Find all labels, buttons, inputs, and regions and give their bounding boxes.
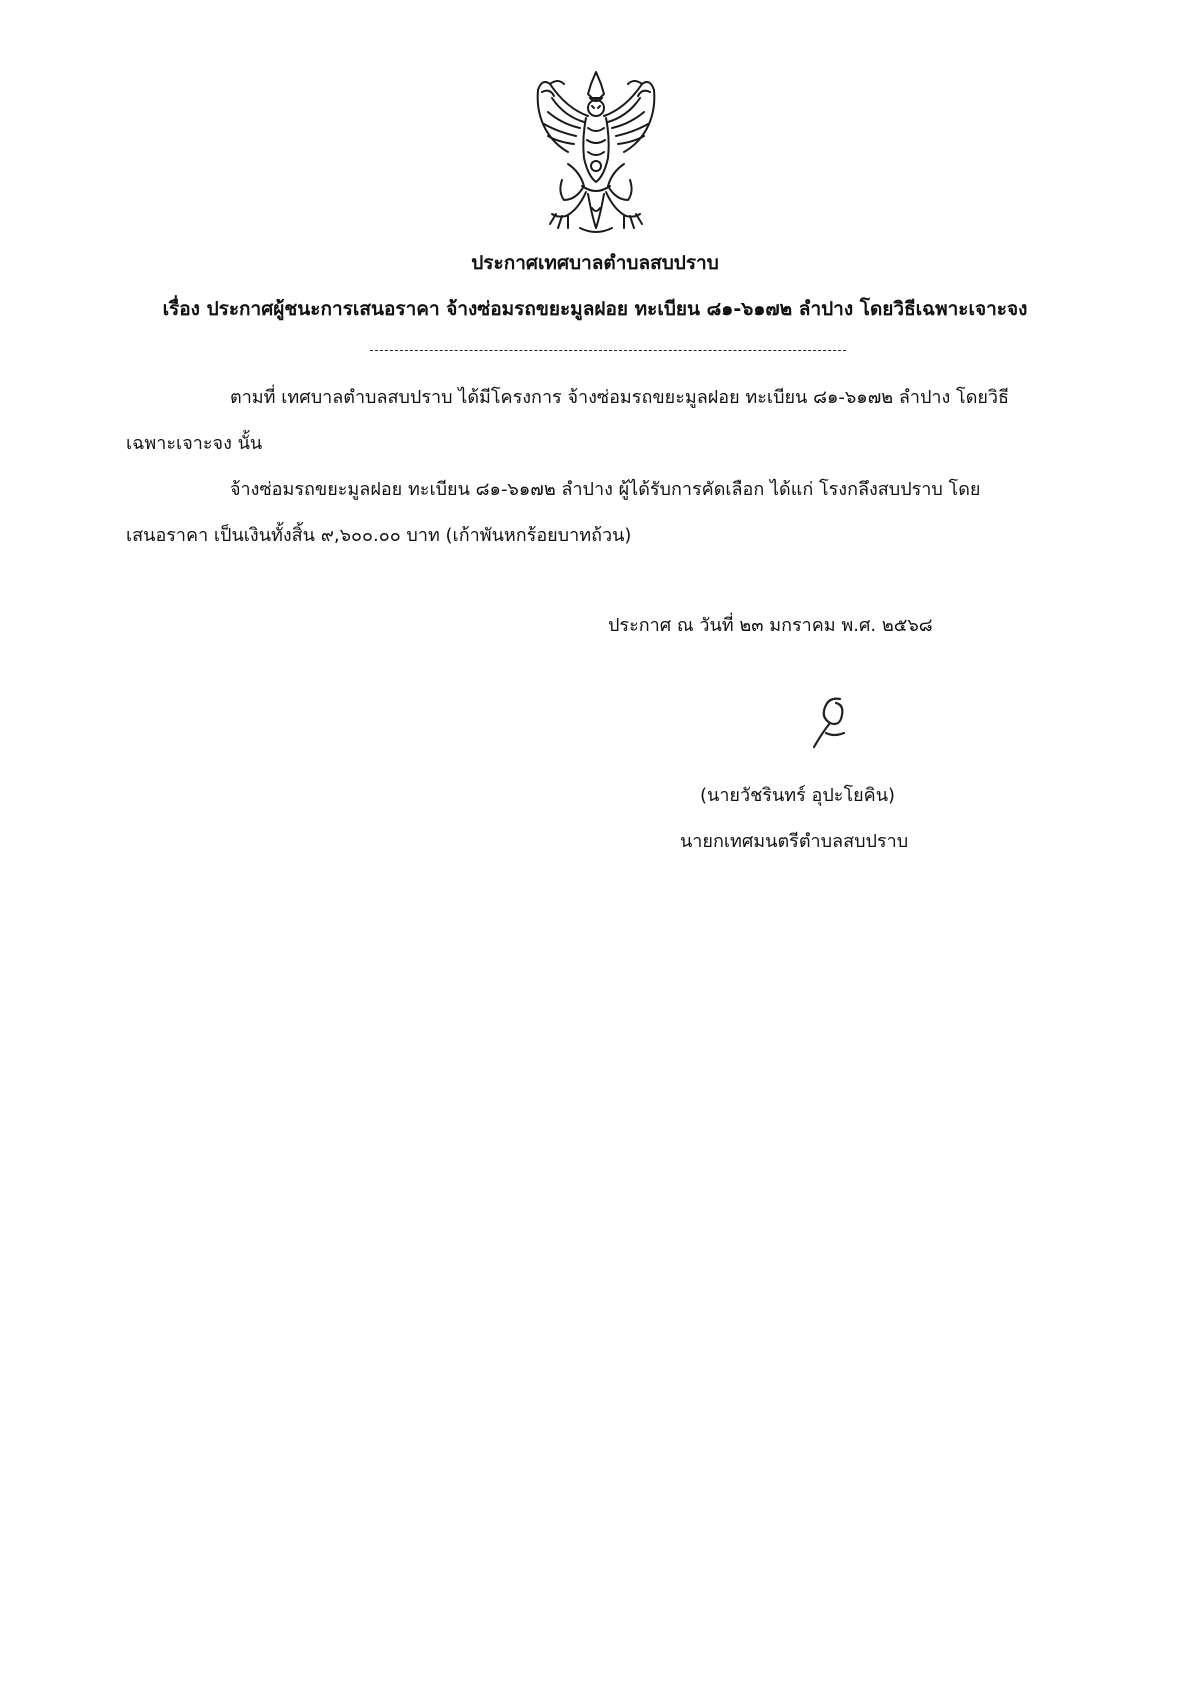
announce-date: ประกาศ ณ วันที่ ๒๓ มกราคม พ.ศ. ๒๕๖๘ [608, 615, 933, 636]
issuer-heading: ประกาศเทศบาลตำบลสบปราบ [471, 252, 719, 274]
paragraph-1-line-1: ตามที่ เทศบาลตำบลสบปราบ ได้มีโครงการ จ้างซ่อมรถขยะมูลฝอย ทะเบียน ๘๑-๖๑๗๒ ลำปาง โดยวิธี [230, 387, 1010, 408]
signer-position: นายกเทศมนตรีตำบลสบปราบ [680, 831, 909, 852]
paragraph-2-line-1: จ้างซ่อมรถขยะมูลฝอย ทะเบียน ๘๑-๖๑๗๒ ลำปาง ผู้ได้รับการคัดเลือก ได้แก่ โรงกลึงสบปราบ โดย [230, 479, 981, 500]
subject-heading: เรื่อง ประกาศผู้ชนะการเสนอราคา จ้างซ่อมรถขยะมูลฝอย ทะเบียน ๘๑-๖๑๗๒ ลำปาง โดยวิธีเฉพาะเจาะจง [162, 298, 1028, 320]
paragraph-1-line-2: เฉพาะเจาะจง นั้น [126, 433, 263, 454]
handwritten-signature-icon [800, 693, 862, 755]
signer-name: (นายวัชรินทร์ อุปะโยคิน) [700, 785, 896, 806]
heading-divider [370, 350, 846, 351]
garuda-emblem-icon [528, 68, 664, 238]
paragraph-2-line-2: เสนอราคา เป็นเงินทั้งสิ้น ๙,๖๐๐.๐๐ บาท (เก้าพันหกร้อยบาทถ้วน) [126, 525, 632, 546]
